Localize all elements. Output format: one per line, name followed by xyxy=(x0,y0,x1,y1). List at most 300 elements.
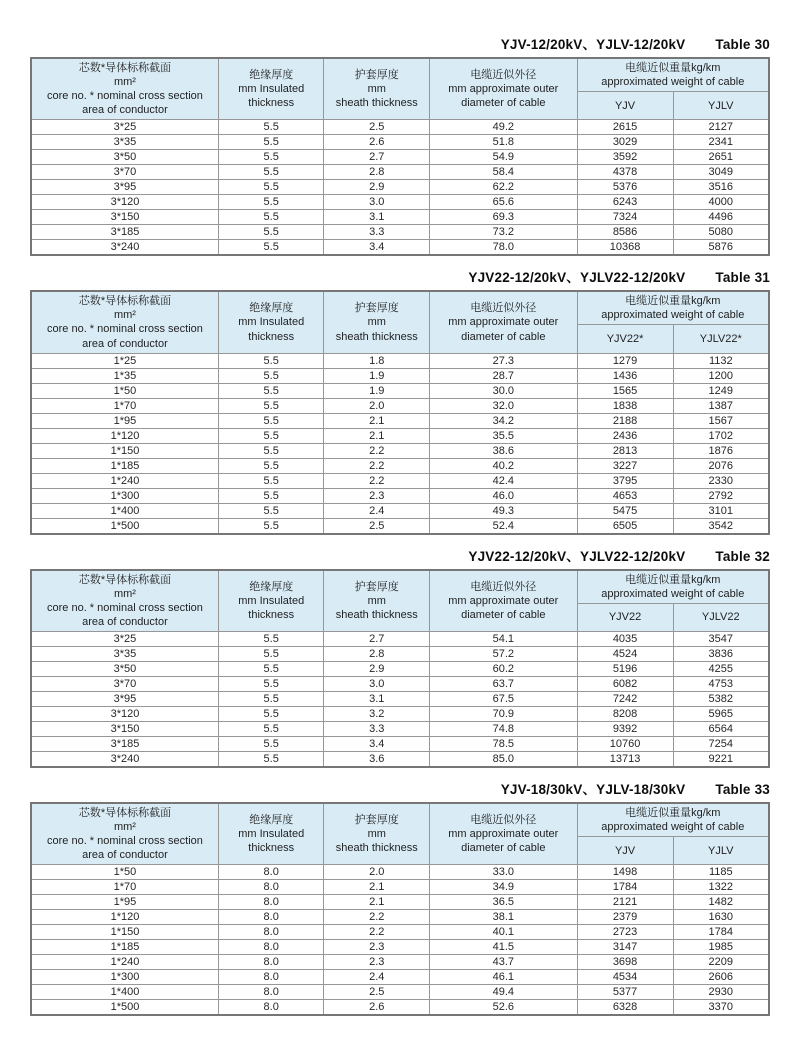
header-weight-group xyxy=(577,570,769,604)
header-sheath-en: sheath thickness xyxy=(335,608,418,621)
header-core-unit: mm² xyxy=(113,587,136,600)
table-cell: 3*120 xyxy=(31,195,218,210)
header-sheath-unit: mm xyxy=(367,316,386,329)
table-title xyxy=(30,33,770,50)
table-cell: 1*500 xyxy=(31,518,218,534)
table-cell: 2341 xyxy=(673,135,769,150)
table-cell: 2.2 xyxy=(324,458,430,473)
header-insulated-column xyxy=(218,803,324,865)
header-weight-subcol-1: YJV22 xyxy=(577,603,673,631)
table-cell: 49.3 xyxy=(430,503,578,518)
header-sheath-column xyxy=(324,291,430,353)
table-cell: 2.1 xyxy=(324,880,430,895)
table-cell: 1185 xyxy=(673,865,769,880)
table-title xyxy=(30,545,770,562)
table-cell: 3*95 xyxy=(31,180,218,195)
header-insulated-en-line1: mm Insulated xyxy=(238,828,305,841)
table-cell: 2188 xyxy=(577,413,673,428)
table-body xyxy=(31,120,769,256)
table-row xyxy=(31,661,769,676)
table-cell: 52.6 xyxy=(430,1000,578,1016)
table-cell: 3*50 xyxy=(31,150,218,165)
table-cell: 4653 xyxy=(577,488,673,503)
table-cell: 2330 xyxy=(673,473,769,488)
table-cell: 5080 xyxy=(673,225,769,240)
header-insulated-en-line2: thickness xyxy=(248,842,295,855)
header-sheath-zh: 护套厚度 xyxy=(354,580,399,593)
table-cell: 2.4 xyxy=(324,970,430,985)
header-diameter-column xyxy=(430,291,578,353)
header-core-column xyxy=(31,58,218,120)
table-cell: 3547 xyxy=(673,631,769,646)
table-cell: 70.9 xyxy=(430,706,578,721)
table-row xyxy=(31,691,769,706)
spec-table-section xyxy=(30,33,770,256)
table-cell: 3370 xyxy=(673,1000,769,1016)
table-cell: 54.1 xyxy=(430,631,578,646)
table-cell: 3.2 xyxy=(324,706,430,721)
table-number: Table 31 xyxy=(715,270,770,286)
table-row xyxy=(31,488,769,503)
table-cell: 5.5 xyxy=(218,383,324,398)
table-cell: 1*95 xyxy=(31,895,218,910)
table-cell: 5376 xyxy=(577,180,673,195)
table-cell: 67.5 xyxy=(430,691,578,706)
table-number: Table 33 xyxy=(715,781,770,797)
table-cell: 1876 xyxy=(673,443,769,458)
table-cell: 33.0 xyxy=(430,865,578,880)
spec-table xyxy=(30,290,770,534)
table-cell: 2209 xyxy=(673,955,769,970)
table-cell: 74.8 xyxy=(430,721,578,736)
table-cell: 10760 xyxy=(577,736,673,751)
header-weight-subcol-1: YJV xyxy=(577,92,673,120)
table-cell: 27.3 xyxy=(430,353,578,368)
table-body xyxy=(31,353,769,534)
table-cell: 57.2 xyxy=(430,646,578,661)
table-cell: 38.1 xyxy=(430,910,578,925)
header-weight-zh: 电缆近似重量kg/km xyxy=(625,806,721,819)
table-cell: 69.3 xyxy=(430,210,578,225)
table-row xyxy=(31,910,769,925)
table-cell: 3*150 xyxy=(31,210,218,225)
table-cell: 1200 xyxy=(673,368,769,383)
header-diameter-column xyxy=(430,803,578,865)
table-cell: 9392 xyxy=(577,721,673,736)
header-core-unit: mm² xyxy=(113,821,136,834)
table-cell: 13713 xyxy=(577,751,673,767)
table-cell: 49.2 xyxy=(430,120,578,135)
table-cell: 41.5 xyxy=(430,940,578,955)
header-core-en-line2: area of conductor xyxy=(82,849,168,862)
header-core-en-line1: core no. * nominal cross section xyxy=(47,90,203,103)
table-cell: 34.9 xyxy=(430,880,578,895)
table-row xyxy=(31,210,769,225)
table-cell: 1132 xyxy=(673,353,769,368)
header-core-zh: 芯数*导体标称截面 xyxy=(78,295,172,308)
spec-table-section xyxy=(30,266,770,534)
table-cell: 4000 xyxy=(673,195,769,210)
table-row xyxy=(31,985,769,1000)
table-cell: 3516 xyxy=(673,180,769,195)
table-row xyxy=(31,428,769,443)
table-cell: 1784 xyxy=(577,880,673,895)
table-cell: 73.2 xyxy=(430,225,578,240)
table-cell: 2.5 xyxy=(324,120,430,135)
table-row xyxy=(31,955,769,970)
table-row xyxy=(31,150,769,165)
table-row xyxy=(31,1000,769,1016)
header-core-zh: 芯数*导体标称截面 xyxy=(78,573,172,586)
table-cell: 3*95 xyxy=(31,691,218,706)
table-cell: 3227 xyxy=(577,458,673,473)
header-weight-en: approximated weight of cable xyxy=(601,587,745,600)
header-sheath-unit: mm xyxy=(367,83,386,96)
table-cell: 3.1 xyxy=(324,691,430,706)
header-core-column xyxy=(31,803,218,865)
table-cell: 5.5 xyxy=(218,751,324,767)
table-cell: 1*50 xyxy=(31,865,218,880)
table-cell: 8.0 xyxy=(218,910,324,925)
table-cell: 30.0 xyxy=(430,383,578,398)
header-sheath-zh: 护套厚度 xyxy=(354,69,399,82)
table-cell: 5.5 xyxy=(218,661,324,676)
header-weight-zh: 电缆近似重量kg/km xyxy=(625,573,721,586)
table-cell: 5377 xyxy=(577,985,673,1000)
table-cell: 5.5 xyxy=(218,646,324,661)
header-weight-group xyxy=(577,58,769,92)
header-weight-zh: 电缆近似重量kg/km xyxy=(625,61,721,74)
table-cell: 3*35 xyxy=(31,646,218,661)
table-cell: 5382 xyxy=(673,691,769,706)
table-title-text: YJV-12/20kV、YJLV-12/20kV xyxy=(500,37,686,52)
table-cell: 2606 xyxy=(673,970,769,985)
header-insulated-zh: 绝缘厚度 xyxy=(249,580,294,593)
table-cell: 1*70 xyxy=(31,880,218,895)
table-cell: 5.5 xyxy=(218,473,324,488)
table-cell: 2.3 xyxy=(324,940,430,955)
table-cell: 2.1 xyxy=(324,413,430,428)
table-row xyxy=(31,473,769,488)
header-diameter-en-line2: diameter of cable xyxy=(461,330,546,343)
table-cell: 1567 xyxy=(673,413,769,428)
table-cell: 3029 xyxy=(577,135,673,150)
table-row xyxy=(31,751,769,767)
table-cell: 1*300 xyxy=(31,488,218,503)
header-diameter-zh: 电缆近似外径 xyxy=(470,813,537,826)
header-insulated-en-line1: mm Insulated xyxy=(238,594,305,607)
header-insulated-en-line2: thickness xyxy=(248,97,295,110)
table-cell: 60.2 xyxy=(430,661,578,676)
table-cell: 8.0 xyxy=(218,940,324,955)
header-insulated-zh: 绝缘厚度 xyxy=(249,69,294,82)
header-core-column xyxy=(31,291,218,353)
table-cell: 5965 xyxy=(673,706,769,721)
table-cell: 2.6 xyxy=(324,1000,430,1016)
header-diameter-zh: 电缆近似外径 xyxy=(470,580,537,593)
table-row xyxy=(31,676,769,691)
table-cell: 2.0 xyxy=(324,398,430,413)
header-weight-zh: 电缆近似重量kg/km xyxy=(625,295,721,308)
table-cell: 5.5 xyxy=(218,353,324,368)
table-cell: 10368 xyxy=(577,240,673,256)
table-cell: 3*150 xyxy=(31,721,218,736)
table-row xyxy=(31,925,769,940)
table-cell: 5.5 xyxy=(218,676,324,691)
table-cell: 63.7 xyxy=(430,676,578,691)
table-cell: 2.1 xyxy=(324,428,430,443)
table-cell: 40.2 xyxy=(430,458,578,473)
table-header xyxy=(31,570,769,632)
table-cell: 38.6 xyxy=(430,443,578,458)
table-cell: 4255 xyxy=(673,661,769,676)
table-cell: 3*35 xyxy=(31,135,218,150)
table-cell: 2.5 xyxy=(324,985,430,1000)
table-title-text: YJV-18/30kV、YJLV-18/30kV xyxy=(500,781,686,797)
table-cell: 9221 xyxy=(673,751,769,767)
table-row xyxy=(31,120,769,135)
header-diameter-en-line2: diameter of cable xyxy=(461,608,546,621)
header-diameter-column xyxy=(430,570,578,632)
table-cell: 3.3 xyxy=(324,721,430,736)
table-number: Table 32 xyxy=(715,548,770,564)
spec-table xyxy=(30,802,770,1016)
table-cell: 5.5 xyxy=(218,368,324,383)
table-cell: 6505 xyxy=(577,518,673,534)
header-weight-group xyxy=(577,291,769,325)
table-cell: 3836 xyxy=(673,646,769,661)
table-row xyxy=(31,631,769,646)
table-cell: 42.4 xyxy=(430,473,578,488)
table-cell: 1.9 xyxy=(324,368,430,383)
header-weight-group xyxy=(577,803,769,837)
table-title-text: YJV22-12/20kV、YJLV22-12/20kV xyxy=(468,548,686,564)
header-insulated-column xyxy=(218,58,324,120)
table-row xyxy=(31,165,769,180)
header-insulated-en-line1: mm Insulated xyxy=(238,83,305,96)
table-cell: 1*25 xyxy=(31,353,218,368)
table-cell: 1838 xyxy=(577,398,673,413)
header-diameter-en-line1: mm approximate outer xyxy=(448,83,559,96)
header-weight-subcol-1: YJV xyxy=(577,836,673,864)
header-weight-subcol-1: YJV22* xyxy=(577,325,673,353)
table-cell: 3049 xyxy=(673,165,769,180)
table-cell: 3795 xyxy=(577,473,673,488)
table-cell: 1784 xyxy=(673,925,769,940)
table-title xyxy=(30,266,770,286)
table-cell: 3542 xyxy=(673,518,769,534)
header-core-en-line2: area of conductor xyxy=(82,337,168,350)
table-cell: 3.1 xyxy=(324,210,430,225)
table-cell: 2723 xyxy=(577,925,673,940)
table-cell: 1387 xyxy=(673,398,769,413)
table-row xyxy=(31,368,769,383)
table-cell: 5.5 xyxy=(218,488,324,503)
table-cell: 3698 xyxy=(577,955,673,970)
header-core-zh: 芯数*导体标称截面 xyxy=(78,806,172,819)
table-cell: 5.5 xyxy=(218,518,324,534)
header-sheath-en: sheath thickness xyxy=(335,97,418,110)
table-cell: 2.3 xyxy=(324,488,430,503)
table-cell: 1985 xyxy=(673,940,769,955)
table-cell: 4496 xyxy=(673,210,769,225)
table-row xyxy=(31,398,769,413)
table-cell: 1*240 xyxy=(31,955,218,970)
table-cell: 1*185 xyxy=(31,458,218,473)
table-cell: 62.2 xyxy=(430,180,578,195)
table-cell: 2.0 xyxy=(324,865,430,880)
header-sheath-zh: 护套厚度 xyxy=(354,302,399,315)
table-cell: 2651 xyxy=(673,150,769,165)
table-cell: 2930 xyxy=(673,985,769,1000)
table-row xyxy=(31,458,769,473)
table-cell: 5.5 xyxy=(218,135,324,150)
header-diameter-en-line2: diameter of cable xyxy=(461,842,546,855)
table-cell: 5.5 xyxy=(218,736,324,751)
table-cell: 85.0 xyxy=(430,751,578,767)
table-cell: 2.7 xyxy=(324,150,430,165)
header-insulated-en-line2: thickness xyxy=(248,330,295,343)
table-cell: 3*25 xyxy=(31,120,218,135)
table-row xyxy=(31,225,769,240)
table-cell: 49.4 xyxy=(430,985,578,1000)
table-cell: 3*50 xyxy=(31,661,218,676)
table-row xyxy=(31,736,769,751)
spec-table-section xyxy=(30,778,770,1016)
header-diameter-en-line2: diameter of cable xyxy=(461,97,546,110)
table-cell: 46.1 xyxy=(430,970,578,985)
table-cell: 5.5 xyxy=(218,691,324,706)
header-diameter-zh: 电缆近似外径 xyxy=(470,302,537,315)
table-cell: 1630 xyxy=(673,910,769,925)
table-cell: 6243 xyxy=(577,195,673,210)
table-row xyxy=(31,383,769,398)
table-cell: 3.6 xyxy=(324,751,430,767)
table-cell: 3.4 xyxy=(324,240,430,256)
header-core-unit: mm² xyxy=(113,309,136,322)
table-cell: 3*120 xyxy=(31,706,218,721)
table-cell: 1249 xyxy=(673,383,769,398)
table-cell: 5196 xyxy=(577,661,673,676)
header-diameter-en-line1: mm approximate outer xyxy=(448,316,559,329)
table-row xyxy=(31,970,769,985)
header-sheath-unit: mm xyxy=(367,594,386,607)
table-cell: 3*70 xyxy=(31,676,218,691)
header-sheath-column xyxy=(324,58,430,120)
table-cell: 8208 xyxy=(577,706,673,721)
table-cell: 3*185 xyxy=(31,736,218,751)
table-cell: 6564 xyxy=(673,721,769,736)
header-weight-subcol-2: YJLV22 xyxy=(673,603,769,631)
table-cell: 2.9 xyxy=(324,661,430,676)
table-cell: 1*120 xyxy=(31,910,218,925)
table-cell: 7242 xyxy=(577,691,673,706)
table-cell: 2.8 xyxy=(324,646,430,661)
table-cell: 34.2 xyxy=(430,413,578,428)
table-body xyxy=(31,865,769,1016)
table-cell: 5.5 xyxy=(218,398,324,413)
header-sheath-zh: 护套厚度 xyxy=(354,813,399,826)
table-cell: 8.0 xyxy=(218,955,324,970)
header-core-zh: 芯数*导体标称截面 xyxy=(78,62,172,74)
table-cell: 40.1 xyxy=(430,925,578,940)
table-cell: 2.8 xyxy=(324,165,430,180)
table-row xyxy=(31,721,769,736)
header-insulated-en-line2: thickness xyxy=(248,608,295,621)
header-weight-en: approximated weight of cable xyxy=(601,76,745,88)
header-sheath-en: sheath thickness xyxy=(335,330,418,343)
table-header xyxy=(31,291,769,353)
table-cell: 2.2 xyxy=(324,473,430,488)
table-cell: 8.0 xyxy=(218,985,324,1000)
header-insulated-column xyxy=(218,291,324,353)
table-cell: 3*240 xyxy=(31,751,218,767)
table-cell: 2127 xyxy=(673,120,769,135)
table-cell: 2.3 xyxy=(324,955,430,970)
table-cell: 2615 xyxy=(577,120,673,135)
table-cell: 3.0 xyxy=(324,195,430,210)
table-cell: 2.1 xyxy=(324,895,430,910)
table-body xyxy=(31,631,769,767)
table-row xyxy=(31,353,769,368)
table-cell: 2.7 xyxy=(324,631,430,646)
table-cell: 3*25 xyxy=(31,631,218,646)
table-cell: 2379 xyxy=(577,910,673,925)
table-cell: 1498 xyxy=(577,865,673,880)
header-sheath-column xyxy=(324,803,430,865)
spec-table-section xyxy=(30,545,770,768)
header-diameter-zh: 电缆近似外径 xyxy=(470,69,537,82)
table-cell: 1*120 xyxy=(31,428,218,443)
table-cell: 3.4 xyxy=(324,736,430,751)
table-cell: 2.2 xyxy=(324,910,430,925)
table-cell: 2076 xyxy=(673,458,769,473)
table-cell: 4378 xyxy=(577,165,673,180)
table-cell: 7324 xyxy=(577,210,673,225)
table-row xyxy=(31,413,769,428)
table-row xyxy=(31,880,769,895)
table-cell: 4035 xyxy=(577,631,673,646)
table-cell: 28.7 xyxy=(430,368,578,383)
header-core-en-line1: core no. * nominal cross section xyxy=(47,601,203,614)
table-cell: 5.5 xyxy=(218,120,324,135)
table-cell: 65.6 xyxy=(430,195,578,210)
header-diameter-en-line1: mm approximate outer xyxy=(448,594,559,607)
spec-table xyxy=(30,57,770,256)
table-cell: 1*400 xyxy=(31,503,218,518)
table-cell: 32.0 xyxy=(430,398,578,413)
table-cell: 5.5 xyxy=(218,428,324,443)
table-cell: 5.5 xyxy=(218,458,324,473)
table-cell: 1.9 xyxy=(324,383,430,398)
header-insulated-en-line1: mm Insulated xyxy=(238,316,305,329)
table-cell: 78.0 xyxy=(430,240,578,256)
table-cell: 2.5 xyxy=(324,518,430,534)
table-cell: 7254 xyxy=(673,736,769,751)
table-cell: 1702 xyxy=(673,428,769,443)
table-cell: 5.5 xyxy=(218,165,324,180)
header-core-unit: mm² xyxy=(113,76,136,89)
table-cell: 1*400 xyxy=(31,985,218,1000)
table-cell: 8.0 xyxy=(218,880,324,895)
table-cell: 5.5 xyxy=(218,721,324,736)
table-row xyxy=(31,940,769,955)
table-cell: 5.5 xyxy=(218,503,324,518)
table-cell: 5.5 xyxy=(218,150,324,165)
table-cell: 1*35 xyxy=(31,368,218,383)
header-weight-en: approximated weight of cable xyxy=(601,820,745,833)
table-cell: 8586 xyxy=(577,225,673,240)
